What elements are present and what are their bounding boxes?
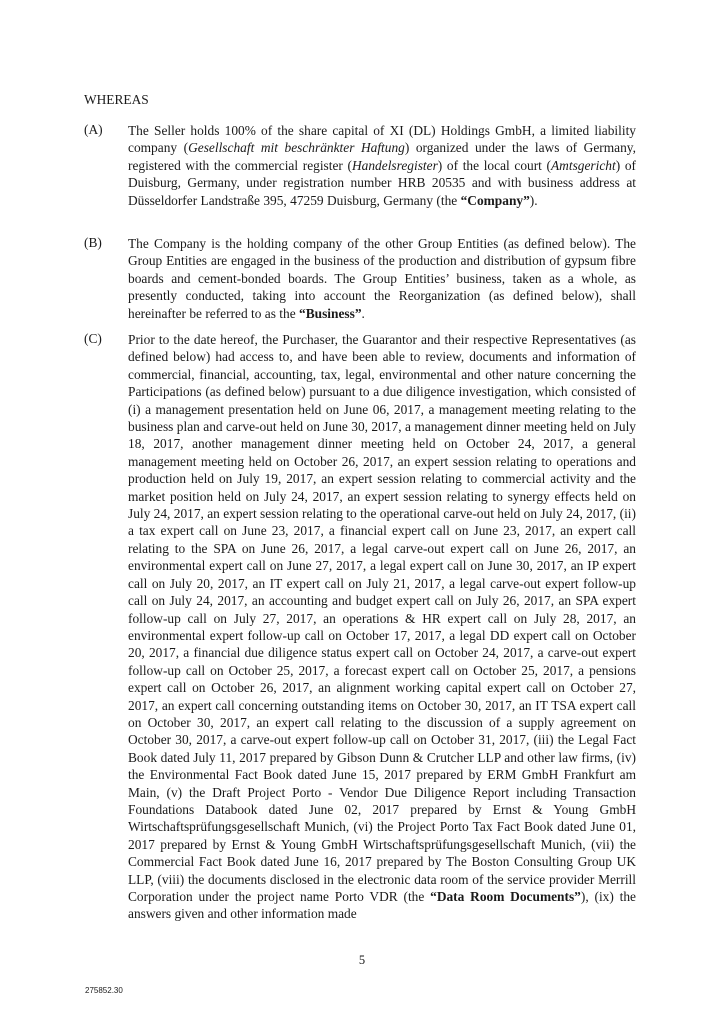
clause-label: (B) — [84, 235, 102, 250]
clause-a — [84, 122, 636, 209]
defined-term: “Company” — [460, 192, 530, 208]
clause-b — [84, 235, 636, 322]
clause-text: The Seller holds 100% of the share capital of XI (DL) Holdings GmbH, a limited liability company (Gesellschaft mit beschränkter Haftung) organized under the laws of Germany, registered with the commercial register (Handelsregister) of the local court (Amtsgericht) of Duisburg, Germany, under registration number HRB 20535 and with business address at Düsseldorfer Landstraße 395, 47259 Duisburg, Germany (the “Company”). — [128, 123, 636, 208]
defined-term: “Data Room Documents” — [430, 889, 581, 904]
clause-label: (A) — [84, 122, 103, 137]
defined-term: “Business” — [299, 305, 362, 321]
clause-c — [84, 331, 636, 923]
section-heading: WHEREAS — [84, 92, 149, 107]
document-reference: 275852.30 — [85, 986, 123, 995]
page-number: 5 — [358, 953, 366, 967]
clause-text: Prior to the date hereof, the Purchaser, the Guarantor and their respective Representatives (as defined below) had access to, and have been able to review, documents and information of commercial, financial, accounting, tax, legal, environmental and other nature concerning the Participations (as defined below) pursuant to a due diligence investigation, which consisted of (i) a management presentation held on June 06, 2017, a management meeting relating to the business plan and carve-out held on June 30, 2017, a management dinner meeting held on July 18, 2017, another management dinner meeting held on October 24, 2017, a general management meeting held on October 26, 2017, an expert session relating to operations and production held on July 19, 2017, an expert session relating to commercial activity and the market position held on July 24, 2017, an expert session relating to synergy effects held on July 24, 2017, an expert session relating to the operational carve-out held on July 24, 2017, (ii) a tax expert call on June 23, 2017, a financial expert call on June 23, 2017, an expert call relating to the SPA on June 26, 2017, a legal carve-out expert call on June 26, 2017, an environmental expert call on June 27, 2017, a legal expert call on June 30, 2017, an IP expert call on July 20, 2017, an IT expert call on July 21, 2017, a legal carve-out expert follow-up call on July 24, 2017, an accounting and budget expert call on July 26, 2017, an SPA expert follow-up call on July 27, 2017, an operations & HR expert call on July 28, 2017, an environmental expert follow-up call on October 17, 2017, a legal DD expert call on October 20, 2017, a financial due diligence status expert call on October 24, 2017, a carve-out expert follow-up call on October 25, 2017, a forecast expert call on October 25, 2017, a pensions expert call on October 26, 2017, an alignment working capital expert call on October 27, 2017, an expert call concerning outstanding items on October 30, 2017, an IT TSA expert call on October 30, 2017, an expert call relating to the discussion of a supply agreement on October 30, 2017, a carve-out expert follow-up call on October 31, 2017, (iii) the Legal Fact Book dated July 11, 2017 prepared by Gibson Dunn & Crutcher LLP and other law firms, (iv) the Environmental Fact Book dated June 15, 2017 prepared by ERM GmbH Frankfurt am Main, (v) the Draft Project Porto - Vendor Due Diligence Report including Transaction Foundations Databook dated June 02, 2017 prepared by Ernst & Young GmbH Wirtschaftsprüfungsgesellschaft Munich, (vi) the Project Porto Tax Fact Book dated June 01, 2017 prepared by Ernst & Young GmbH Wirtschaftsprüfungsgesellschaft Munich, (vii) the Commercial Fact Book dated June 16, 2017 prepared by The Boston Consulting Group UK LLP, (viii) the documents disclosed in the electronic data room of the service provider Merrill Corporation under the project name Porto VDR (the “Data Room Documents”), (ix) the answers given and other information made — [128, 332, 636, 922]
clause-label: (C) — [84, 331, 102, 346]
clause-text: The Company is the holding company of the other Group Entities (as defined below). The Group Entities are engaged in the business of the production and distribution of gypsum fibre boards and cement-bonded boards. The Group Entities’ business, taken as a whole, as presently conducted, taking into account the Reorganization (as defined below), shall hereinafter be referred to as the “Business”. — [128, 236, 636, 321]
